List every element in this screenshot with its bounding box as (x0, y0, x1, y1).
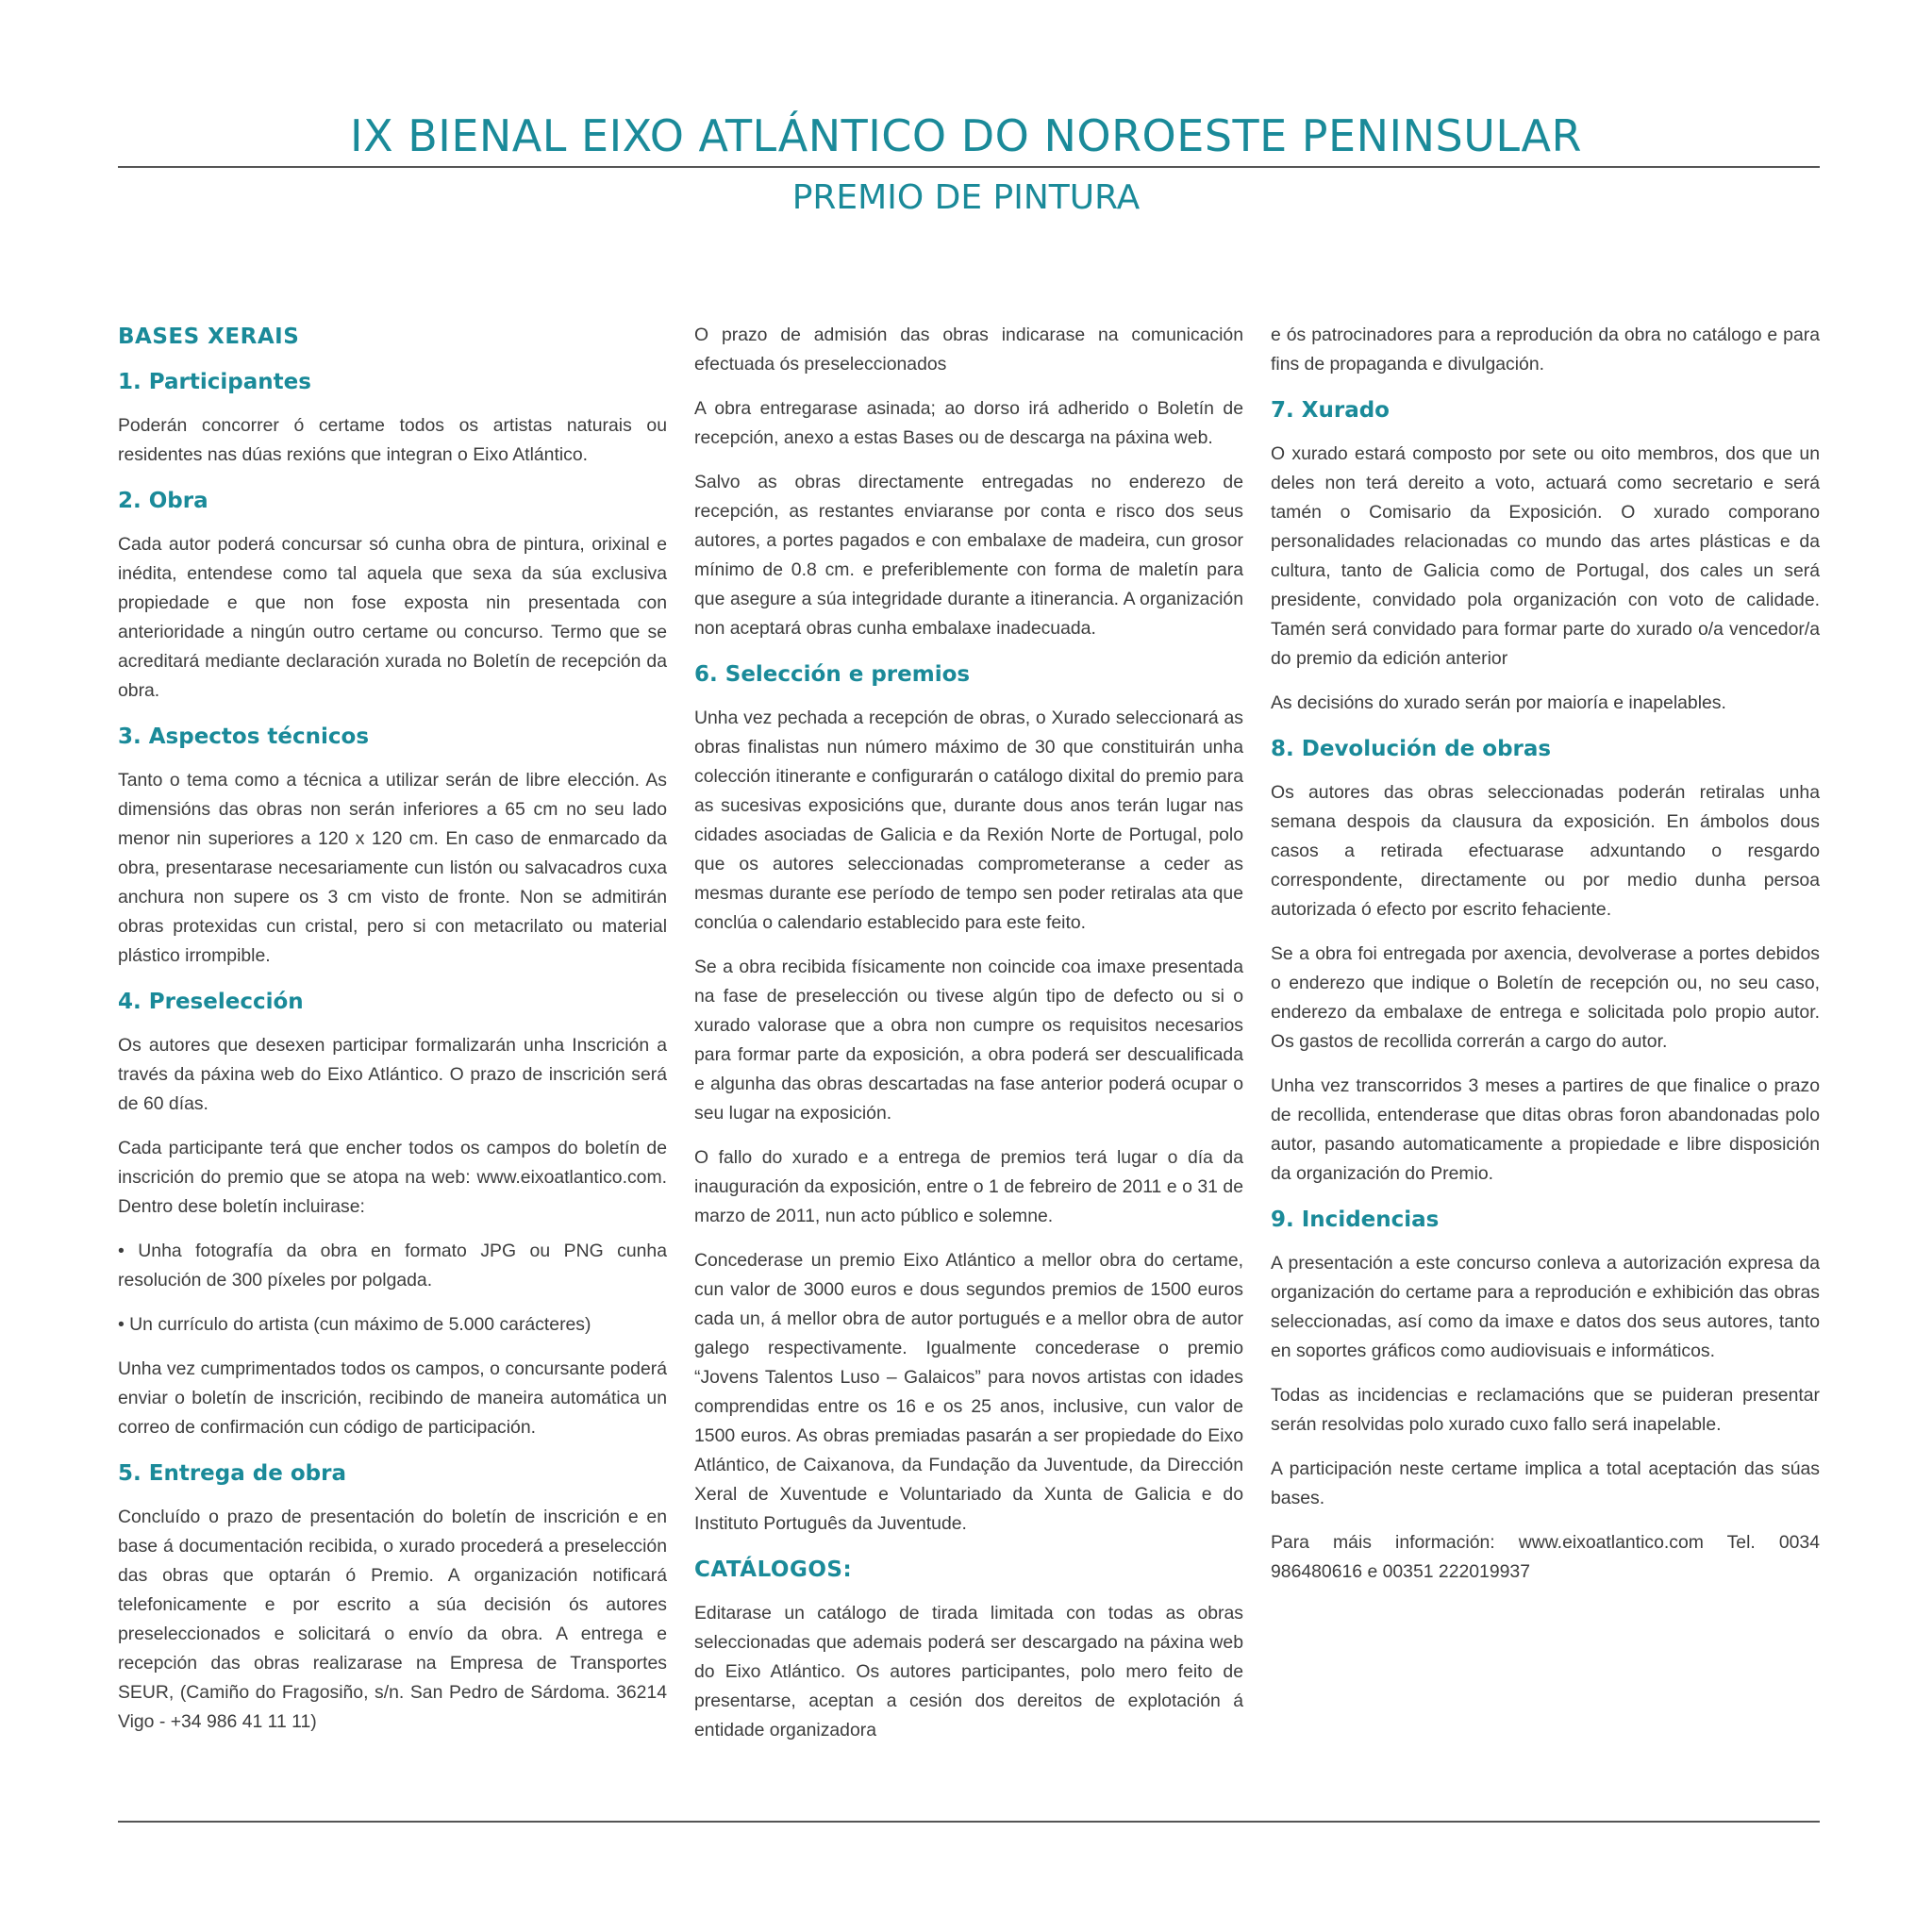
section-heading: 8. Devolución de obras (1271, 737, 1552, 761)
paragraph: Editarase un catálogo de tirada limitada con todas as obras seleccionadas que ademais poderá ser descargado na páxina web do Eixo Atlántico. Os autores participantes, polo mero feito de presentarse, aceptan a cesión dos dereitos de explotación á entidade organizadora (694, 1603, 1243, 1740)
paragraph: Se a obra foi entregada por axencia, devolverase a portes debidos o enderezo que indique o Boletín de recepción ou, no seu caso, enderezo da embalaxe de entrega e solicitada polo propio autor. Os gastos de recollida correrán a cargo do autor. (1271, 943, 1820, 1052)
section-heading: 6. Selección e premios (694, 662, 971, 687)
paragraph: As decisións do xurado serán por maioría e inapelables. (1271, 692, 1726, 713)
section-heading: 4. Preselección (118, 990, 304, 1014)
contact-info: Para máis información: www.eixoatlantico.com Tel. 0034 986480616 e 00351 222019937 (1271, 1532, 1820, 1582)
section-heading: 2. Obra (118, 489, 208, 513)
paragraph: Tanto o tema como a técnica a utilizar serán de libre elección. As dimensións das obras non serán inferiores a 65 cm no seu lado menor nin superiores a 120 x 120 cm. En caso de enmarcado da obra, presentarase necesariamente cun listón ou salvacadros cuxa anchura non supere os 3 cm visto de fronte. Non se admitirán obras protexidas cun cristal, pero si con metacrilato ou material plástico irrompible. (118, 770, 667, 966)
column-1 (118, 321, 667, 1752)
paragraph: Unha vez cumprimentados todos os campos, o concursante poderá enviar o boletín de inscrición, recibindo de maneira automática un correo de confirmación cun código de participación. (118, 1358, 667, 1438)
column-3 (1271, 321, 1820, 1602)
section-heading: 1. Participantes (118, 370, 311, 394)
section-heading: 7. Xurado (1271, 398, 1390, 423)
paragraph: A participación neste certame implica a total aceptación das súas bases. (1271, 1458, 1820, 1508)
paragraph: Os autores das obras seleccionadas poderán retiralas unha semana despois da clausura da exposición. En ámbolos dous casos a retirada efectuarase adxuntando o resgardo correspondente, directamente ou por medio dunha persoa autorizada ó efecto por escrito fehaciente. (1271, 782, 1820, 920)
page-title: IX BIENAL EIXO ATLÁNTICO DO NOROESTE PENINSULAR (350, 110, 1582, 161)
paragraph: Concluído o prazo de presentación do boletín de inscrición e en base á documentación recibida, o xurado procederá a preselección das obras que optarán ó Premio. A organización notificará telefonicamente e por escrito a súa decisión ós autores preseleccionados e solicitará o envío da obra. A entrega e recepción das obras realizarase na Empresa de Transportes SEUR, (Camiño do Fragosiño, s/n. San Pedro de Sárdoma. 36214 Vigo - +34 986 41 11 11) (118, 1507, 667, 1732)
bases-heading: BASES XERAIS (118, 325, 300, 349)
page-subtitle: PREMIO DE PINTURA (791, 178, 1141, 217)
paragraph: O prazo de admisión das obras indicarase na comunicación efectuada ós preseleccionados (694, 325, 1243, 375)
column-2 (694, 321, 1243, 1760)
paragraph: Se a obra recibida físicamente non coincide coa imaxe presentada na fase de preselección ou tivese algún tipo de defecto ou si o xurado valorase que a obra non cumpre os requisitos necesarios para formar parte da exposición, a obra poderá ser descualificada e algunha das obras descartadas na fase anterior poderá ocupar o seu lugar na exposición. (694, 957, 1243, 1124)
bullet-item: • Un currículo do artista (cun máximo de 5.000 carácteres) (118, 1314, 591, 1335)
paragraph: Unha vez pechada a recepción de obras, o Xurado seleccionará as obras finalistas nun número máximo de 30 que constituirán unha colección itinerante e configurarán o catálogo dixital do premio para as sucesivas exposicións que, durante dous anos terán lugar nas cidades asociadas de Galicia e da Rexión Norte de Portugal, polo que os autores seleccionadas comprometeranse a ceder as mesmas durante ese período de tempo sen poder retiralas ata que conclúa o calendario establecido para este feito. (694, 708, 1243, 933)
paragraph: A presentación a este concurso conleva a autorización expresa da organización do certame para a reprodución e exhibición das obras seleccionadas, así como da imaxe e datos dos seus autores, tanto en soportes gráficos como audiovisuais e informáticos. (1271, 1253, 1820, 1361)
section-heading: 9. Incidencias (1271, 1208, 1440, 1232)
paragraph: O fallo do xurado e a entrega de premios terá lugar o día da inauguración da exposición, entre o 1 de febreiro de 2011 e o 31 de marzo de 2011, nun acto público e solemne. (694, 1147, 1243, 1226)
paragraph: O xurado estará composto por sete ou oito membros, dos que un deles non terá dereito a voto, actuará como secretario e será tamén o Comisario da Exposición. O xurado comporano personalidades relacionadas co mundo das artes plásticas e da cultura, tanto de Galicia como de Portugal, dos cales un será presidente, convidado pola organización con voto de calidade. Tamén será convidado para formar parte do xurado o/a vencedor/a do premio da edición anterior (1271, 443, 1820, 669)
paragraph: A obra entregarase asinada; ao dorso irá adherido o Boletín de recepción, anexo a estas Bases ou de descarga na páxina web. (694, 398, 1243, 448)
paragraph: Os autores que desexen participar formalizarán unha Inscrición a través da páxina web do Eixo Atlántico. O prazo de inscrición será de 60 días. (118, 1035, 667, 1114)
bullet-item: • Unha fotografía da obra en formato JPG ou PNG cunha resolución de 300 píxeles por polgada. (118, 1241, 667, 1291)
section-heading: CATÁLOGOS: (694, 1557, 853, 1582)
paragraph: Salvo as obras directamente entregadas no enderezo de recepción, as restantes enviaranse por conta e risco dos seus autores, a portes pagados e con embalaxe de madeira, cun grosor mínimo de 0.8 cm. e preferiblemente con forma de maletín para que asegure a súa integridade durante a itinerancia. A organización non aceptará obras cunha embalaxe inadecuada. (694, 472, 1243, 639)
paragraph: Todas as incidencias e reclamacións que se puideran presentar serán resolvidas polo xurado cuxo fallo será inapelable. (1271, 1385, 1820, 1435)
paragraph: Concederase un premio Eixo Atlántico a mellor obra do certame, cun valor de 3000 euros e dous segundos premios de 1500 euros cada un, á mellor obra de autor portugués e a mellor obra de autor galego respectivamente. Igualmente concederase o premio “Jovens Talentos Luso – Galaicos” para novos artistas con idades comprendidas entre os 16 e os 25 anos, inclusive, cun valor de 1500 euros. As obras premiadas pasarán a ser propiedade do Eixo Atlántico, de Caixanova, da Fundação da Juventude, da Dirección Xeral de Xuventude e Voluntariado da Xunta de Galicia e do Instituto Português da Juventude. (694, 1250, 1243, 1534)
top-divider (118, 166, 1820, 168)
paragraph: Poderán concorrer ó certame todos os artistas naturais ou residentes nas dúas rexións que integran o Eixo Atlántico. (118, 415, 667, 465)
paragraph: e ós patrocinadores para a reprodución da obra no catálogo e para fins de propaganda e divulgación. (1271, 325, 1820, 375)
paragraph: Unha vez transcorridos 3 meses a partires de que finalice o prazo de recollida, entenderase que ditas obras foron abandonadas polo autor, pasando automaticamente a propiedade e libre disposición da organización do Premio. (1271, 1075, 1820, 1184)
section-heading: 5. Entrega de obra (118, 1461, 346, 1486)
paragraph: Cada participante terá que encher todos os campos do boletín de inscrición do premio que se atopa na web: www.eixoatlantico.com. Dentro dese boletín incluirase: (118, 1138, 667, 1217)
paragraph: Cada autor poderá concursar só cunha obra de pintura, orixinal e inédita, entendese como tal aquela que sexa da súa exclusiva propiedade e que non fose exposta nin presentada con anterioridade a ningún outro certame ou concurso. Termo que se acreditará mediante declaración xurada no Boletín de recepción da obra. (118, 534, 667, 701)
bottom-divider (118, 1821, 1820, 1823)
section-heading: 3. Aspectos técnicos (118, 724, 370, 749)
